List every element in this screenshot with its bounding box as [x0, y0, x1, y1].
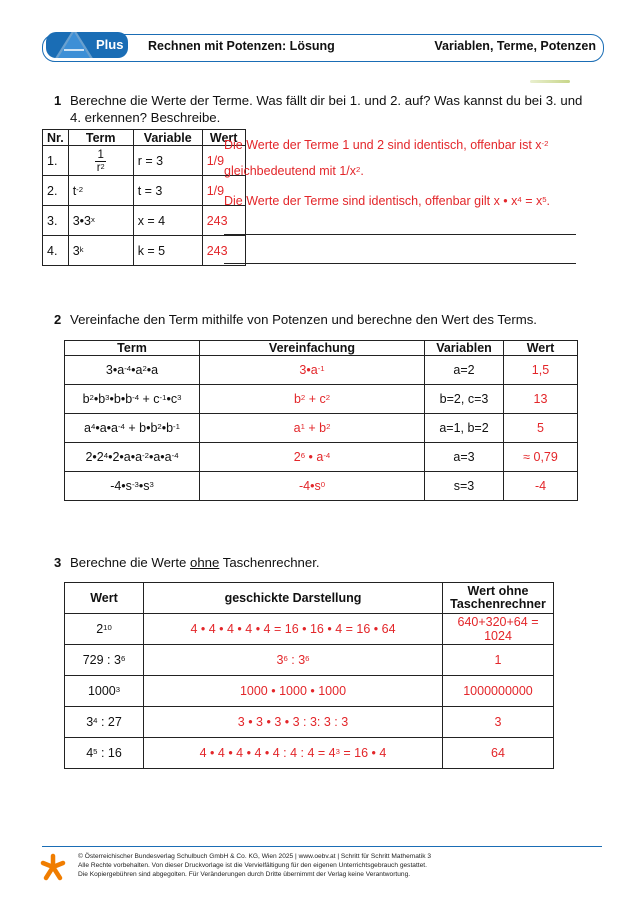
table-header-row	[65, 341, 578, 356]
variablen-cell: s=3	[425, 472, 504, 501]
table-row	[43, 146, 246, 176]
vereinfachung-cell: $-4•s^0$	[200, 472, 425, 501]
table-row	[65, 443, 578, 472]
task1-number: 1	[54, 93, 62, 108]
variablen-cell: a=2	[425, 356, 504, 385]
table-row	[43, 236, 246, 266]
row-nr: 2.	[43, 176, 69, 206]
darstellung-cell: 1000 • 1000 • 1000	[144, 676, 443, 707]
darstellung-cell: 4 • 4 • 4 • 4 • 4 = 16 • 16 • 4 = 16 • 64	[144, 614, 443, 645]
task3-question: Berechne die Werte ohne Taschenrechner.	[70, 555, 320, 570]
header-darstellung: geschickte Darstellung	[144, 583, 443, 614]
publisher-star-icon	[40, 853, 66, 881]
variable-cell: r = 3	[133, 146, 202, 176]
decorative-stroke	[530, 80, 570, 83]
vereinfachung-cell: $a^1 + b^2$	[200, 414, 425, 443]
wert-cell: $4^5$ : 16	[65, 738, 144, 769]
footer-line-3: Die Kopiergebühren sind abgegolten. Für Veränderungen durch Dritte übernimmt der Verlag keine Verantwortung.	[78, 871, 411, 878]
header-term: Term	[65, 341, 200, 356]
wert-cell: $3^4$ : 27	[65, 707, 144, 738]
variablen-cell: b=2, c=3	[425, 385, 504, 414]
logo-text: Plus	[96, 37, 124, 52]
footer-rule	[42, 846, 602, 847]
table-row	[65, 414, 578, 443]
table-row	[65, 707, 554, 738]
term-cell: $3•a^{-4}•a^2•a$	[65, 356, 200, 385]
table-row	[65, 676, 554, 707]
vereinfachung-cell: $3•a^{-1}$	[200, 356, 425, 385]
term-cell: $b^2•b^3•b•b^{-4}$ + $c^{-1}•c^3$	[65, 385, 200, 414]
table-header-row	[43, 130, 246, 146]
task2-number: 2	[54, 312, 62, 327]
term-cell: $a^4•a•a^{-4}$ + $b•b^2•b^{-1}$	[65, 414, 200, 443]
term-cell: $-4•s^{-3}•s^3$	[65, 472, 200, 501]
footer-line-1: © Österreichischer Bundesverlag Schulbuch GmbH & Co. KG, Wien 2025 | www.oebv.at | Schritt für Schritt Mathematik 3	[78, 853, 432, 860]
table-row	[65, 645, 554, 676]
task1-table	[42, 129, 246, 266]
row-nr: 3.	[43, 206, 69, 236]
result-cell: 64	[443, 738, 554, 769]
result-cell: 640+320+64 = 1024	[443, 614, 554, 645]
table-row	[65, 614, 554, 645]
page-title: Rechnen mit Potenzen: Lösung	[148, 39, 335, 53]
term-cell: $2•2^4•2•a•a^{-2}•a•a^{-4}$	[65, 443, 200, 472]
page-topic: Variablen, Terme, Potenzen	[434, 39, 596, 53]
result-cell: 1000000000	[443, 676, 554, 707]
term-cell: 3•3$^x$	[68, 206, 133, 236]
wert-cell: $2^{10}$	[65, 614, 144, 645]
table-row	[65, 385, 578, 414]
answer-line-1: Die Werte der Terme 1 und 2 sind identisch, offenbar ist $x^{-2}$	[224, 138, 549, 152]
row-nr: 1.	[43, 146, 69, 176]
row-nr: 4.	[43, 236, 69, 266]
answer-line-2: gleichbedeutend mit $1/x^2$.	[224, 164, 364, 178]
vereinfachung-cell: $b^2 + c^2$	[200, 385, 425, 414]
wert-cell: 1000$^3$	[65, 676, 144, 707]
darstellung-cell: 3 • 3 • 3 • 3 : 3: 3 : 3	[144, 707, 443, 738]
wert-cell: 1,5	[504, 356, 578, 385]
table-row	[43, 176, 246, 206]
variablen-cell: a=3	[425, 443, 504, 472]
header-nr: Nr.	[43, 130, 69, 146]
variable-cell: k = 5	[133, 236, 202, 266]
wert-cell: ≈ 0,79	[504, 443, 578, 472]
table-row	[65, 472, 578, 501]
variable-cell: x = 4	[133, 206, 202, 236]
table-row	[65, 356, 578, 385]
header-wert-ohne: Wert ohne Taschenrechner	[443, 583, 554, 614]
wert-cell: -4	[504, 472, 578, 501]
header-wert: Wert	[504, 341, 578, 356]
header-vereinfachung: Vereinfachung	[200, 341, 425, 356]
header-term: Term	[68, 130, 133, 146]
result-cell: 1	[443, 645, 554, 676]
table-row	[65, 738, 554, 769]
variablen-cell: a=1, b=2	[425, 414, 504, 443]
footer-line-2: Alle Rechte vorbehalten. Von dieser Druckvorlage ist die Vervielfältigung für den eigenen Unterrichtsgebrauch gestattet.	[78, 862, 427, 869]
term-cell	[68, 146, 133, 176]
task2-table	[64, 340, 578, 501]
wert-cell: 243	[202, 236, 245, 266]
term-cell: $t^{-2}$	[68, 176, 133, 206]
header-variablen: Variablen	[425, 341, 504, 356]
header-wert: Wert	[202, 130, 245, 146]
task3-number: 3	[54, 555, 62, 570]
plus-logo-icon	[44, 28, 130, 64]
result-cell: 3	[443, 707, 554, 738]
vereinfachung-cell: $2^6$ • $a^{-4}$	[200, 443, 425, 472]
wert-cell: 1/9	[202, 146, 245, 176]
term-cell: 3$^k$	[68, 236, 133, 266]
wert-cell: 5	[504, 414, 578, 443]
wert-cell: 13	[504, 385, 578, 414]
task1-question: Berechne die Werte der Terme. Was fällt dir bei 1. und 2. auf? Was kannst du bei 3. und 4. erkennen? Beschreibe.	[70, 93, 583, 125]
darstellung-cell: $3^6$ : $3^6$	[144, 645, 443, 676]
wert-cell: 729 : $3^6$	[65, 645, 144, 676]
header-wert: Wert	[65, 583, 144, 614]
wert-cell: 1/9	[202, 176, 245, 206]
table-header-row	[65, 583, 554, 614]
answer-rule	[224, 263, 576, 264]
darstellung-cell: 4 • 4 • 4 • 4 • 4 : 4 : $4 = 4^3 = 16$ • 4	[144, 738, 443, 769]
answer-rule	[224, 234, 576, 235]
task3-table	[64, 582, 554, 769]
header-variable: Variable	[133, 130, 202, 146]
footer-text	[78, 852, 431, 879]
answer-line-3: Die Werte der Terme sind identisch, offenbar gilt x • $x^4 = x^5$.	[224, 194, 551, 208]
task2-question: Vereinfache den Term mithilfe von Potenzen und berechne den Wert des Terms.	[70, 312, 537, 327]
variable-cell: t = 3	[133, 176, 202, 206]
fraction-term: $\frac{1}{r^2}$	[96, 149, 105, 174]
table-row	[43, 206, 246, 236]
wert-cell: 243	[202, 206, 245, 236]
